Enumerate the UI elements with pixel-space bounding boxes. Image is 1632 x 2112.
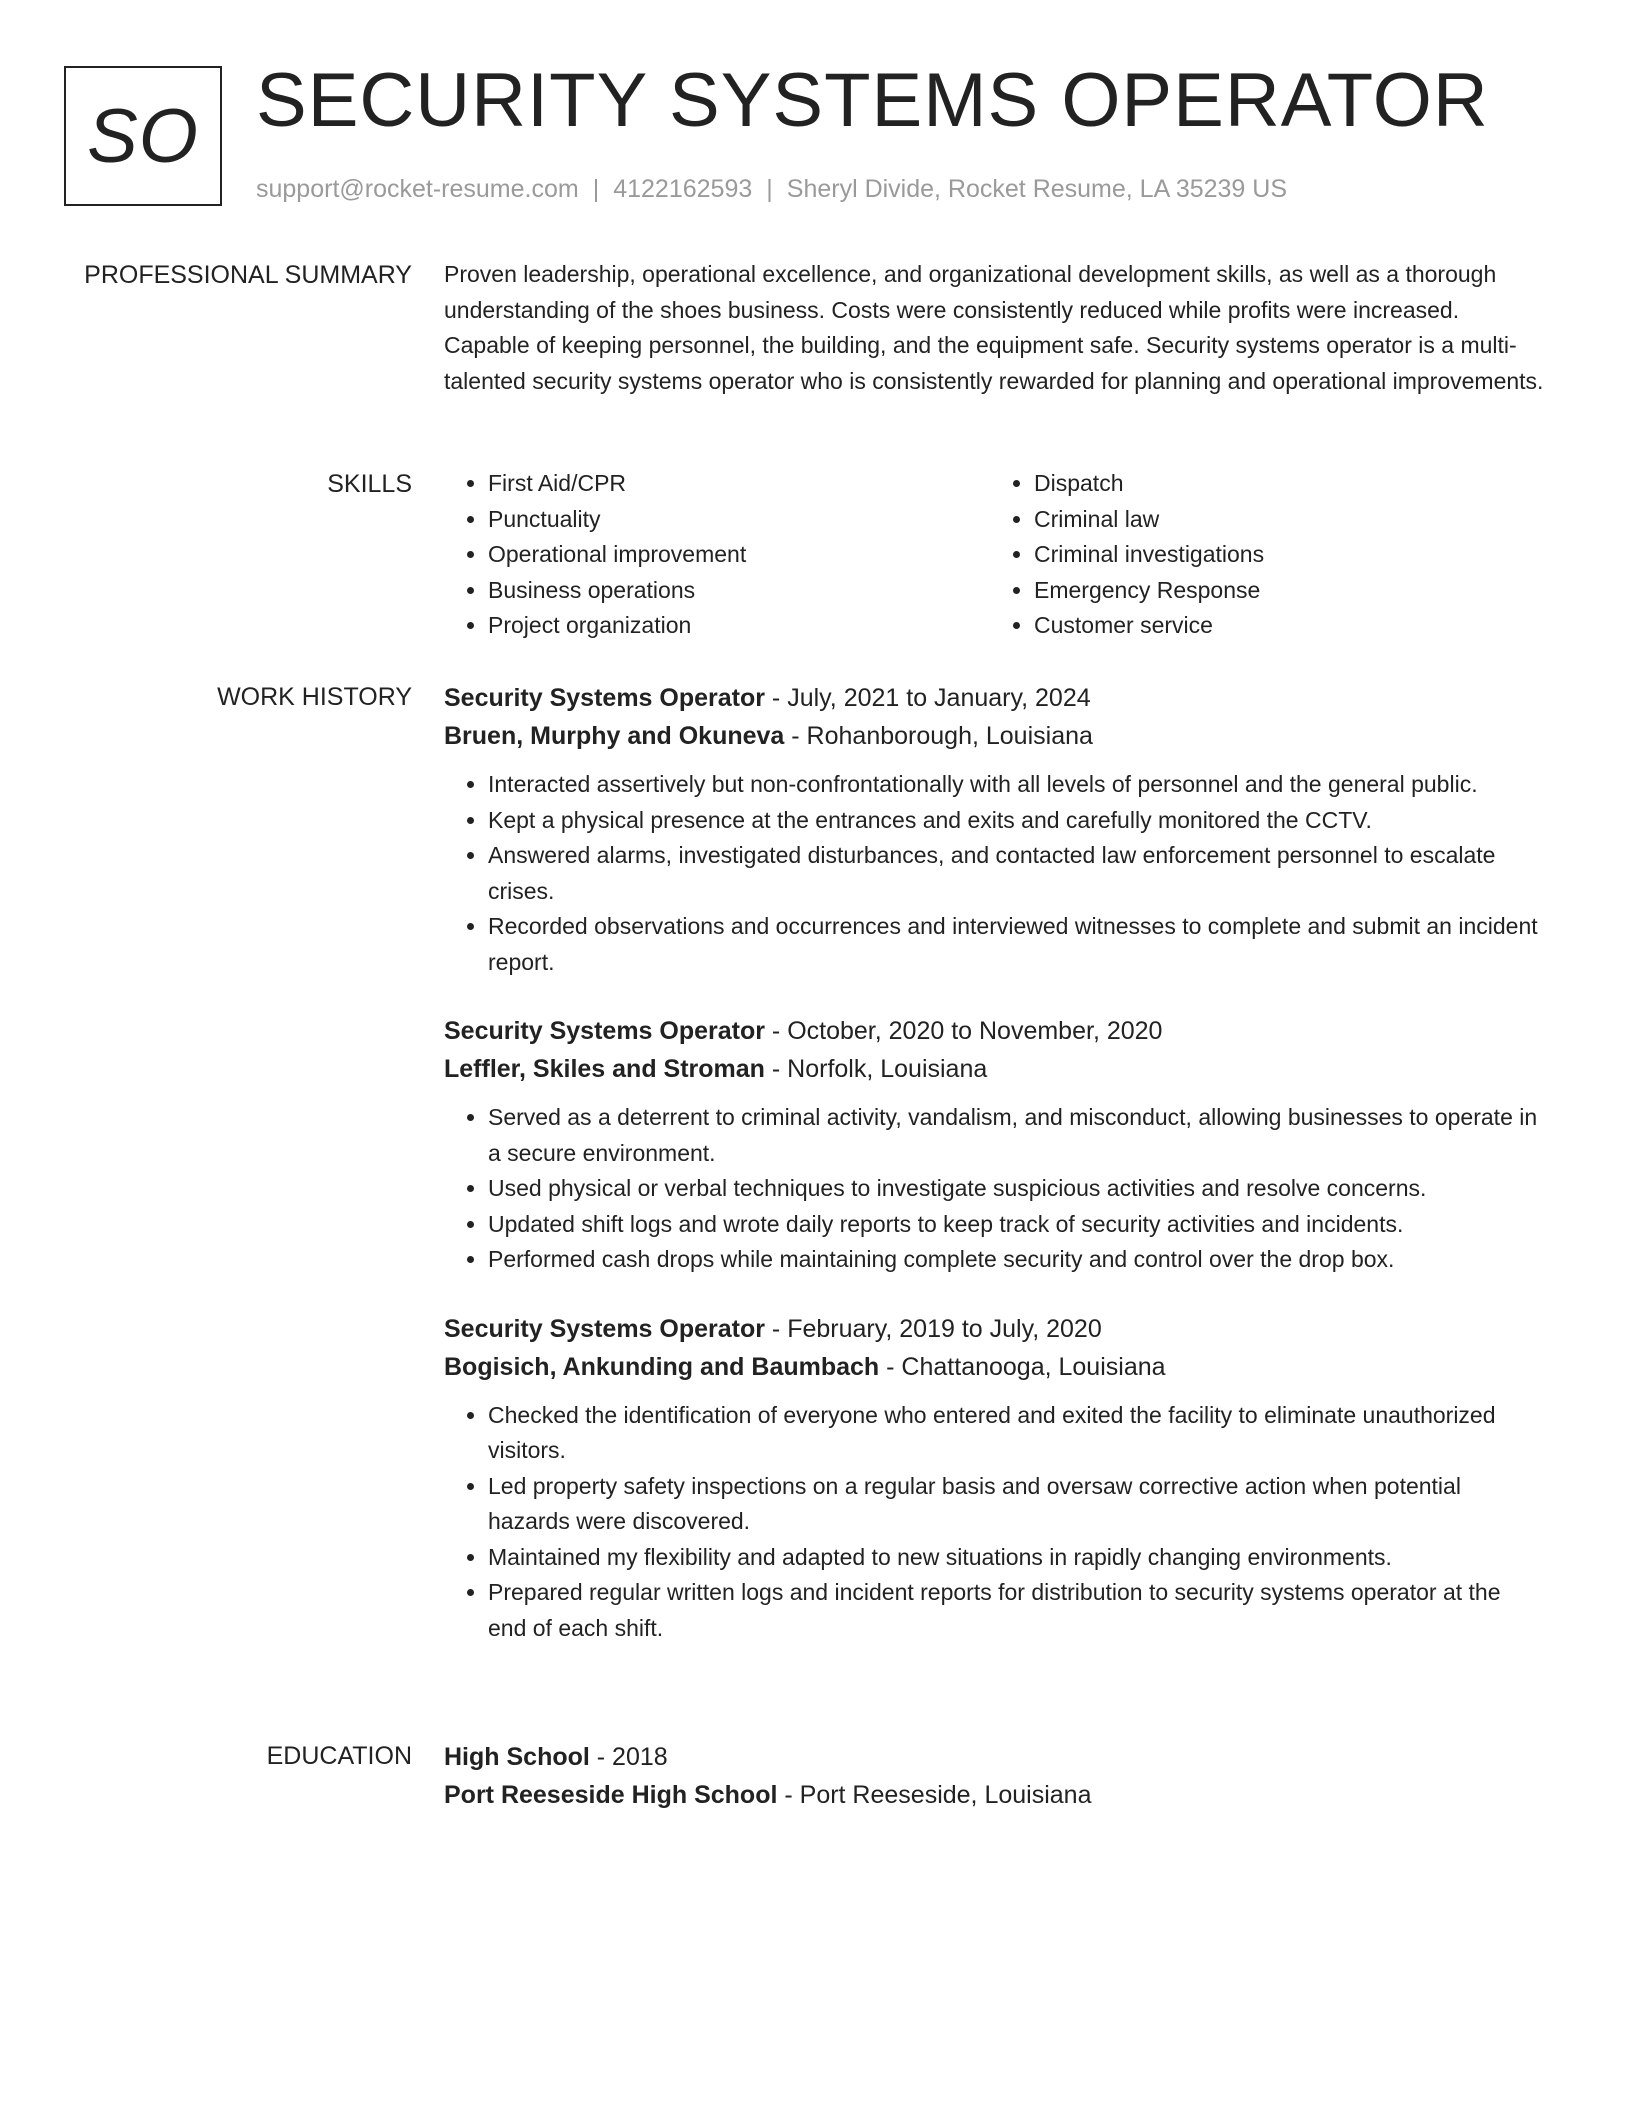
job-title-line — [444, 1012, 1544, 1050]
job-title: Security Systems Operator — [444, 684, 765, 712]
job-bullet: • Served as a deterrent to criminal activity, vandalism, and misconduct, allowing businesses to operate in a secure environment. — [488, 1100, 1544, 1171]
skills-list-right — [990, 466, 1534, 644]
job-bullet: • Kept a physical presence at the entrances and exits and carefully monitored the CCTV. — [488, 803, 1544, 839]
section-label-education: EDUCATION — [266, 1742, 412, 1770]
section-label-skills: SKILLS — [327, 470, 412, 498]
job-bullet: • Answered alarms, investigated disturbances, and contacted law enforcement personnel to escalate crises. — [488, 838, 1544, 909]
job-company-line — [444, 1050, 1544, 1088]
page-title: SECURITY SYSTEMS OPERATOR — [256, 58, 1489, 143]
skill-item: • Dispatch — [1034, 466, 1534, 502]
job-bullet: • Led property safety inspections on a regular basis and oversaw corrective action when potential hazards were discovered. — [488, 1469, 1544, 1540]
summary-text: Proven leadership, operational excellence, and organizational development skills, as well as a thorough understanding of the shoes business. Costs were consistently reduced while profits were increased. Capable of keeping personnel, the building, and the equipment safe. Security systems operator is a multi-talented security systems operator who is consistently rewarded for planning and operational improvements. — [444, 261, 1544, 394]
job-title-line — [444, 679, 1544, 717]
job-bullet: • Maintained my flexibility and adapted to new situations in rapidly changing environments. — [488, 1540, 1544, 1576]
summary-body — [444, 257, 1544, 399]
skill-item: • Customer service — [1034, 608, 1534, 644]
skill-item: • First Aid/CPR — [488, 466, 990, 502]
skill-item: • Criminal investigations — [1034, 537, 1534, 573]
education-school-line — [444, 1776, 1544, 1814]
job-bullet: • Used physical or verbal techniques to investigate suspicious activities and resolve concerns. — [488, 1171, 1544, 1207]
job-bullets — [444, 767, 1544, 980]
skill-item: • Project organization — [488, 608, 990, 644]
job-company-line — [444, 717, 1544, 755]
job-company: Leffler, Skiles and Stroman — [444, 1055, 765, 1083]
contact-separator: | — [592, 175, 600, 203]
job-bullet: • Recorded observations and occurrences and interviewed witnesses to complete and submit an incident report. — [488, 909, 1544, 980]
job-title-line — [444, 1310, 1544, 1348]
job-bullets — [444, 1100, 1544, 1278]
job-location: - Chattanooga, Louisiana — [879, 1352, 1166, 1381]
job-bullet: • Prepared regular written logs and incident reports for distribution to security systems operator at the end of each shift. — [488, 1575, 1544, 1646]
monogram-badge: SO — [64, 66, 222, 206]
job-bullets — [444, 1398, 1544, 1647]
job-bullet: • Updated shift logs and wrote daily reports to keep track of security activities and incidents. — [488, 1207, 1544, 1243]
skill-item: • Operational improvement — [488, 537, 990, 573]
job-bullet: • Interacted assertively but non-confrontationally with all levels of personnel and the general public. — [488, 767, 1544, 803]
skill-item: • Business operations — [488, 573, 990, 609]
contact-separator: | — [766, 175, 773, 203]
contact-email: support@rocket-resume.com — [256, 175, 579, 203]
education-degree-line — [444, 1738, 1544, 1776]
skills-grid — [444, 466, 1544, 644]
education-body — [444, 1738, 1544, 1814]
contact-phone: 4122162593 — [613, 175, 753, 203]
job-company-line — [444, 1348, 1544, 1386]
job-dates: - February, 2019 to July, 2020 — [764, 1314, 1102, 1343]
section-label-summary: PROFESSIONAL SUMMARY — [84, 261, 412, 289]
education-location: - Port Reeseside, Louisiana — [777, 1781, 1092, 1809]
skill-item: • Criminal law — [1034, 502, 1534, 538]
education-degree: High School — [444, 1743, 590, 1771]
job-dates: - July, 2021 to January, 2024 — [764, 684, 1091, 712]
skill-item: • Punctuality — [488, 502, 990, 538]
work-body — [444, 679, 1544, 1646]
contact-address: Sheryl Divide, Rocket Resume, LA 35239 US — [786, 175, 1288, 203]
job-bullet: • Checked the identification of everyone who entered and exited the facility to eliminate unauthorized visitors. — [488, 1398, 1544, 1469]
skills-list-left — [444, 466, 990, 644]
job-bullet: • Performed cash drops while maintaining complete security and control over the drop box. — [488, 1242, 1544, 1278]
contact-line — [256, 172, 1287, 206]
education-school: Port Reeseside High School — [444, 1781, 778, 1809]
job-location: - Rohanborough, Louisiana — [784, 722, 1093, 750]
job-entry — [444, 1310, 1544, 1647]
skill-item: • Emergency Response — [1034, 573, 1534, 609]
job-dates: - October, 2020 to November, 2020 — [764, 1017, 1163, 1045]
skills-body — [444, 466, 1544, 644]
job-company: Bruen, Murphy and Okuneva — [444, 722, 785, 750]
job-title: Security Systems Operator — [444, 1017, 765, 1045]
education-year: - 2018 — [589, 1743, 668, 1771]
job-title: Security Systems Operator — [444, 1314, 765, 1343]
job-entry — [444, 679, 1544, 980]
job-company: Bogisich, Ankunding and Baumbach — [444, 1352, 880, 1381]
section-label-work: WORK HISTORY — [217, 683, 412, 711]
job-entry — [444, 1012, 1544, 1278]
job-location: - Norfolk, Louisiana — [764, 1055, 988, 1083]
